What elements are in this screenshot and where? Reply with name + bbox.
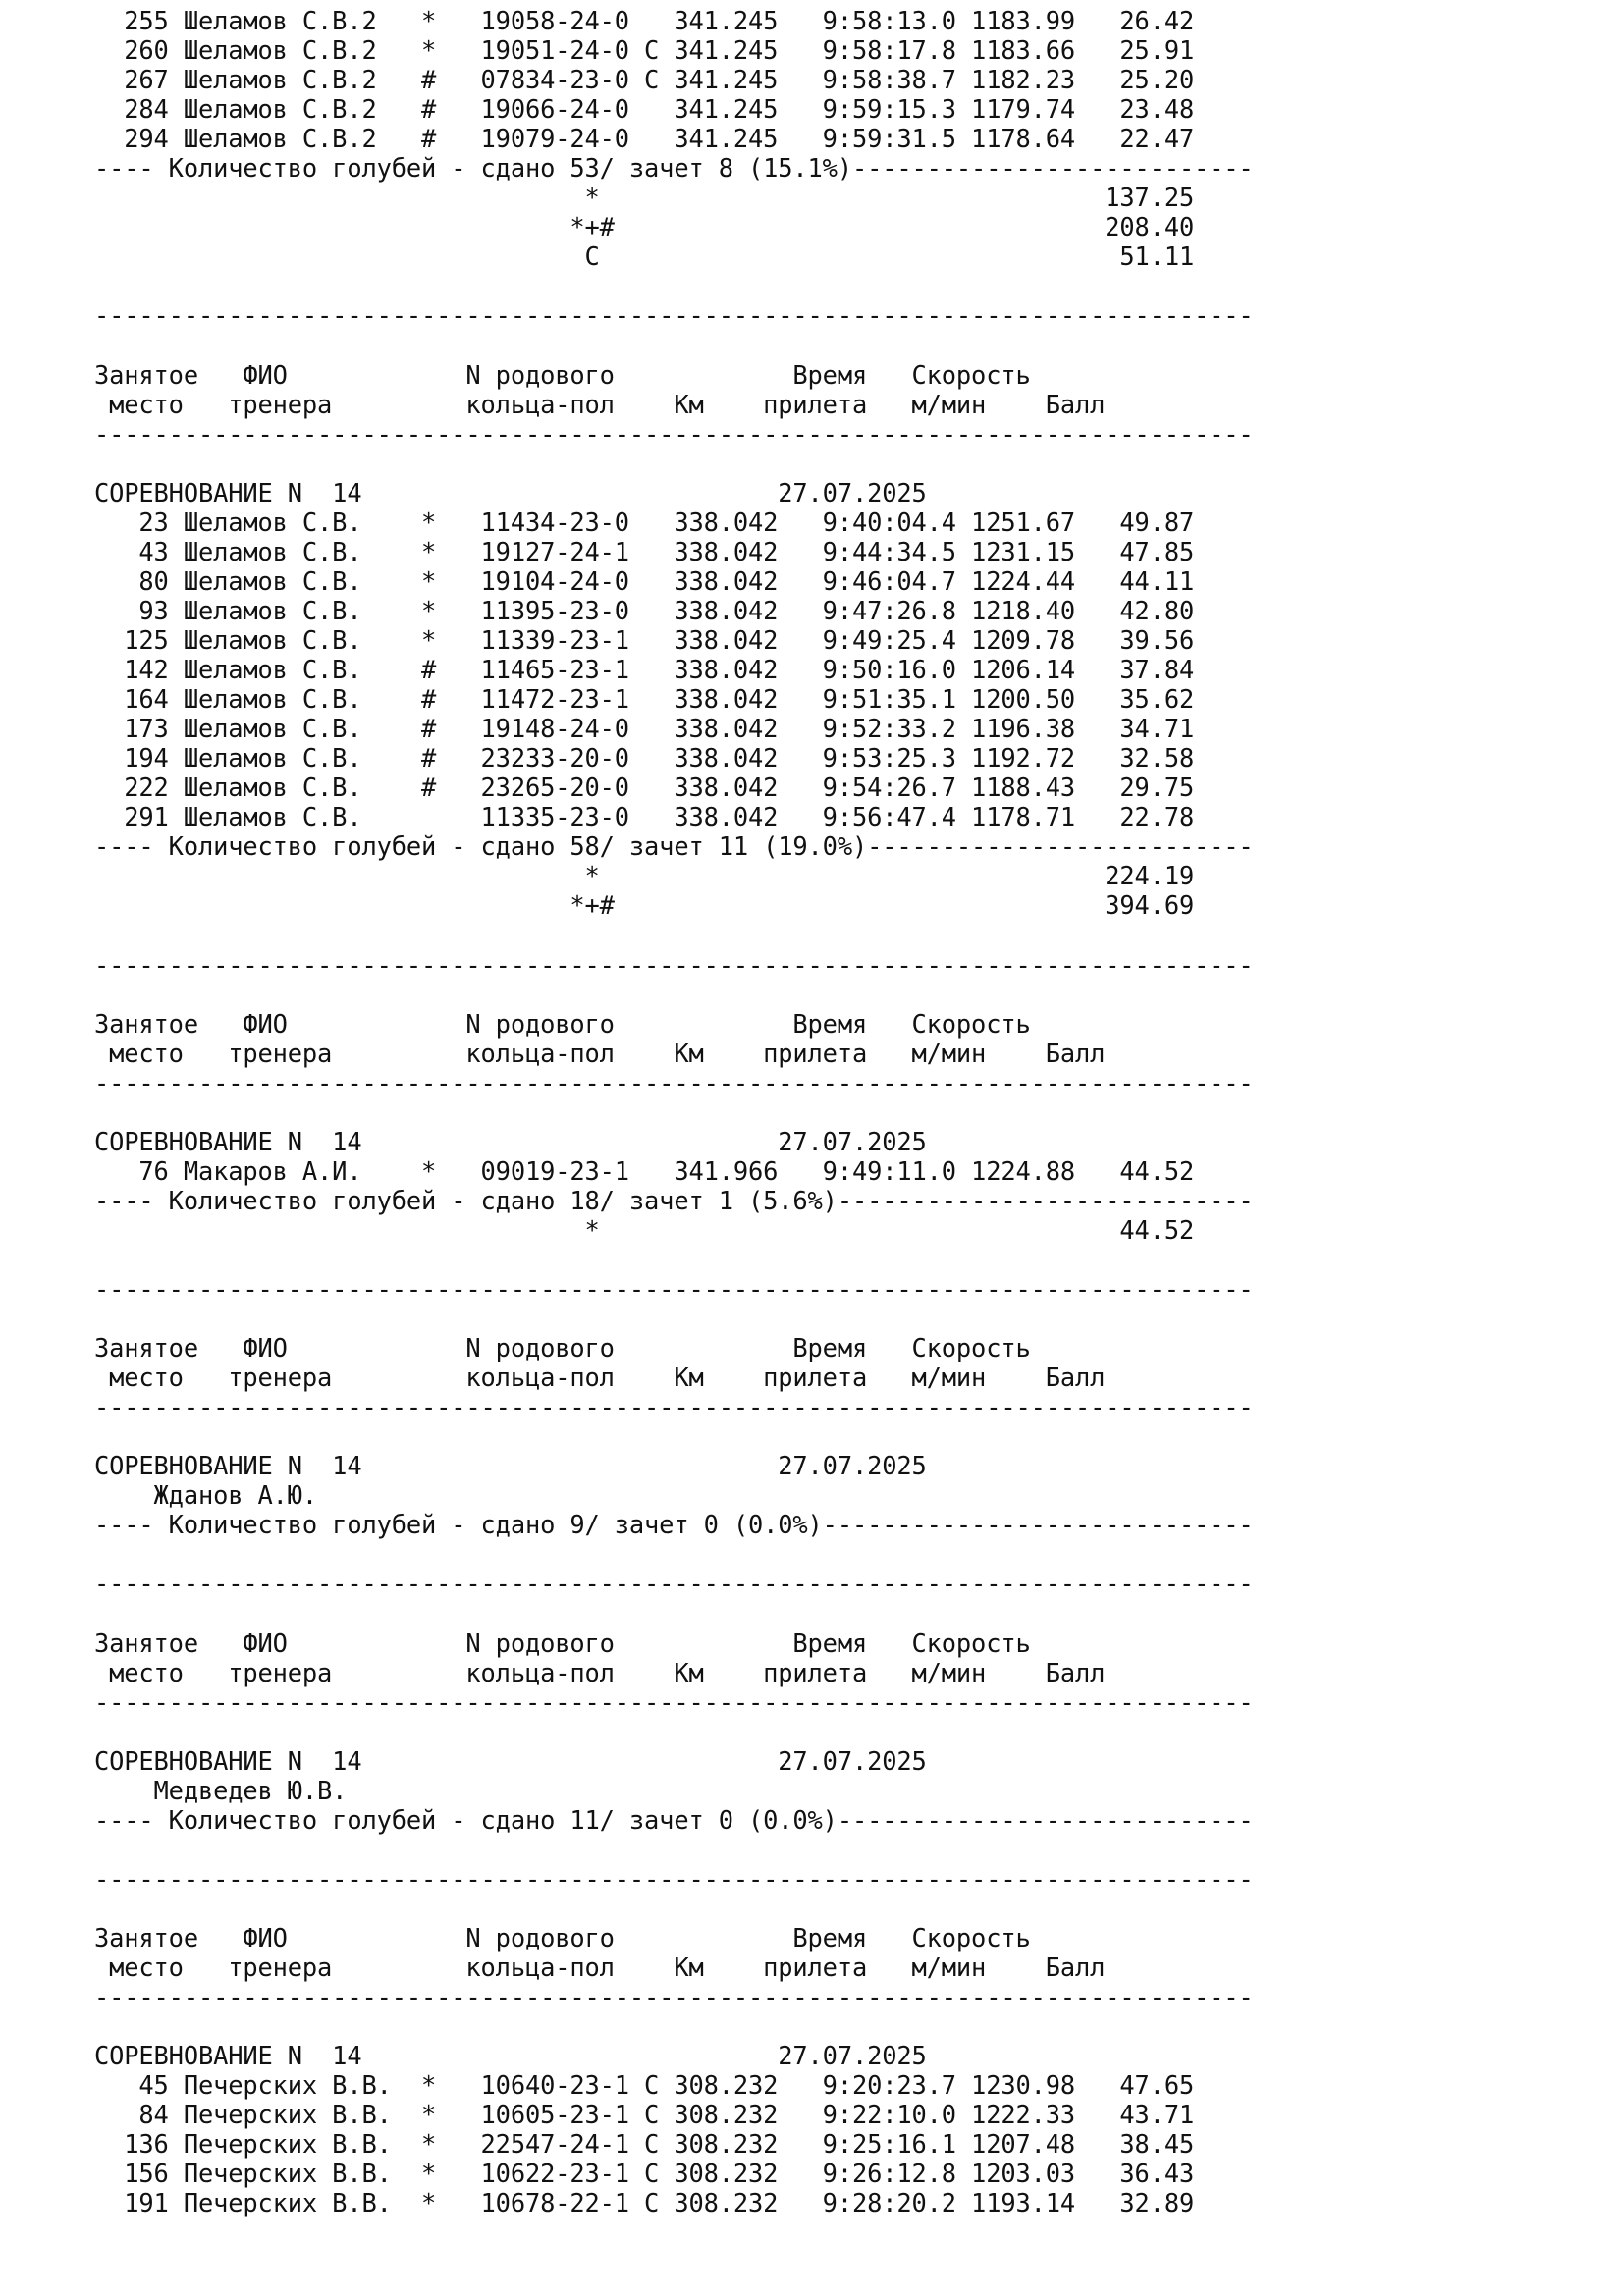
block-rule: ------------------------------------------------------------------------------ [94,1863,1254,1894]
result-row: 173 Шеламов С.В. # 19148-24-0 338.042 9:52:33.2 1196.38 34.71 [94,714,1195,744]
trainer-only-line: Медведев Ю.В. [94,1775,348,1805]
report-text [0,6,1624,2218]
result-row: 84 Печерских В.В. * 10605-23-1 С 308.232 9:22:10.0 1222.33 43.71 [94,2100,1195,2130]
result-row: 222 Шеламов С.В. # 23265-20-0 338.042 9:54:26.7 1188.43 29.75 [94,773,1195,803]
header-rule: ------------------------------------------------------------------------------ [94,1392,1254,1422]
spacer [94,980,1624,1009]
result-row: 136 Печерских В.В. * 22547-24-1 С 308.232 9:25:16.1 1207.48 38.45 [94,2129,1195,2160]
result-row: 291 Шеламов С.В. 11335-23-0 338.042 9:56:47.4 1178.71 22.78 [94,802,1195,832]
spacer [94,1717,1624,1746]
result-row: 76 Макаров А.И. * 09019-23-1 341.966 9:49:11.0 1224.88 44.52 [94,1155,1195,1186]
spacer [94,449,1624,478]
result-row: 294 Шеламов С.В.2 # 19079-24-0 341.245 9:59:31.5 1178.64 22.47 [94,124,1195,154]
spacer [94,1097,1624,1127]
pigeon-count-line: ---- Количество голубей - сдано 18/ зачет 1 (5.6%)---------------------------- [94,1185,1254,1215]
total-line: * 44.52 [94,1214,1195,1245]
spacer [94,1245,1624,1274]
competition-line: СОРЕВНОВАНИЕ N 14 27.07.2025 [94,2041,927,2071]
column-header-line-1: Занятое ФИО N родового Время Скорость [94,359,1031,390]
pigeon-count-line: ---- Количество голубей - сдано 9/ зачет 0 (0.0%)----------------------------- [94,1510,1254,1540]
competition-line: СОРЕВНОВАНИЕ N 14 27.07.2025 [94,1745,927,1776]
spacer [94,1421,1624,1451]
total-line: *+# 208.40 [94,212,1195,242]
column-header-line-2: место тренера кольца-пол Км прилета м/мин Балл [94,389,1106,419]
result-row: 80 Шеламов С.В. * 19104-24-0 338.042 9:46:04.7 1224.44 44.11 [94,565,1195,596]
spacer [94,1835,1624,1864]
column-header-line-1: Занятое ФИО N родового Время Скорость [94,1008,1031,1039]
spacer [94,1539,1624,1569]
spacer [94,1599,1624,1629]
column-header-line-1: Занятое ФИО N родового Время Скорость [94,1923,1031,1953]
column-header-line-2: место тренера кольца-пол Км прилета м/мин Балл [94,1038,1106,1068]
result-row: 125 Шеламов С.В. * 11339-23-1 338.042 9:49:25.4 1209.78 39.56 [94,624,1195,655]
result-row: 194 Шеламов С.В. # 23233-20-0 338.042 9:53:25.3 1192.72 32.58 [94,743,1195,774]
competition-line: СОРЕВНОВАНИЕ N 14 27.07.2025 [94,1126,927,1156]
block-rule: ------------------------------------------------------------------------------ [94,1274,1254,1305]
column-header-line-2: место тренера кольца-пол Км прилета м/мин Балл [94,1657,1106,1687]
block-rule: ------------------------------------------------------------------------------ [94,1569,1254,1599]
spacer [94,1894,1624,1923]
block-rule: ------------------------------------------------------------------------------ [94,300,1254,331]
header-rule: ------------------------------------------------------------------------------ [94,418,1254,449]
spacer [94,2011,1624,2041]
total-line: *+# 394.69 [94,890,1195,921]
result-row: 284 Шеламов С.В.2 # 19066-24-0 341.245 9:59:15.3 1179.74 23.48 [94,94,1195,125]
result-row: 93 Шеламов С.В. * 11395-23-0 338.042 9:47:26.8 1218.40 42.80 [94,595,1195,625]
spacer [94,1304,1624,1333]
total-line: С 51.11 [94,241,1195,272]
result-row: 43 Шеламов С.В. * 19127-24-1 338.042 9:44:34.5 1231.15 47.85 [94,536,1195,566]
pigeon-count-line: ---- Количество голубей - сдано 11/ зачет 0 (0.0%)---------------------------- [94,1804,1254,1835]
spacer [94,331,1624,360]
spacer [94,271,1624,300]
result-row: 23 Шеламов С.В. * 11434-23-0 338.042 9:40:04.4 1251.67 49.87 [94,507,1195,537]
spacer [94,920,1624,949]
result-row: 267 Шеламов С.В.2 # 07834-23-0 С 341.245 9:58:38.7 1182.23 25.20 [94,65,1195,95]
trainer-only-line: Жданов А.Ю. [94,1480,318,1511]
column-header-line-2: место тренера кольца-пол Км прилета м/мин Балл [94,1362,1106,1393]
column-header-line-1: Занятое ФИО N родового Время Скорость [94,1333,1031,1363]
result-row: 156 Печерских В.В. * 10622-23-1 С 308.232 9:26:12.8 1203.03 36.43 [94,2159,1195,2189]
header-rule: ------------------------------------------------------------------------------ [94,1686,1254,1717]
header-rule: ------------------------------------------------------------------------------ [94,1067,1254,1097]
competition-line: СОРЕВНОВАНИЕ N 14 27.07.2025 [94,477,927,507]
result-row: 255 Шеламов С.В.2 * 19058-24-0 341.245 9:58:13.0 1183.99 26.42 [94,6,1195,35]
column-header-line-2: место тренера кольца-пол Км прилета м/мин Балл [94,1952,1106,1983]
header-rule: ------------------------------------------------------------------------------ [94,1982,1254,2012]
total-line: * 224.19 [94,861,1195,891]
total-line: * 137.25 [94,183,1195,213]
block-rule: ------------------------------------------------------------------------------ [94,949,1254,980]
pigeon-count-line: ---- Количество голубей - сдано 53/ зачет 8 (15.1%)--------------------------- [94,153,1254,184]
result-row: 45 Печерских В.В. * 10640-23-1 С 308.232 9:20:23.7 1230.98 47.65 [94,2070,1195,2101]
result-row: 142 Шеламов С.В. # 11465-23-1 338.042 9:50:16.0 1206.14 37.84 [94,655,1195,685]
competition-line: СОРЕВНОВАНИЕ N 14 27.07.2025 [94,1451,927,1481]
result-row: 164 Шеламов С.В. # 11472-23-1 338.042 9:51:35.1 1200.50 35.62 [94,684,1195,715]
pigeon-count-line: ---- Количество голубей - сдано 58/ зачет 11 (19.0%)-------------------------- [94,831,1254,862]
column-header-line-1: Занятое ФИО N родового Время Скорость [94,1628,1031,1658]
result-row: 260 Шеламов С.В.2 * 19051-24-0 С 341.245 9:58:17.8 1183.66 25.91 [94,35,1195,66]
result-row: 191 Печерских В.В. * 10678-22-1 С 308.232 9:28:20.2 1193.14 32.89 [94,2188,1195,2218]
